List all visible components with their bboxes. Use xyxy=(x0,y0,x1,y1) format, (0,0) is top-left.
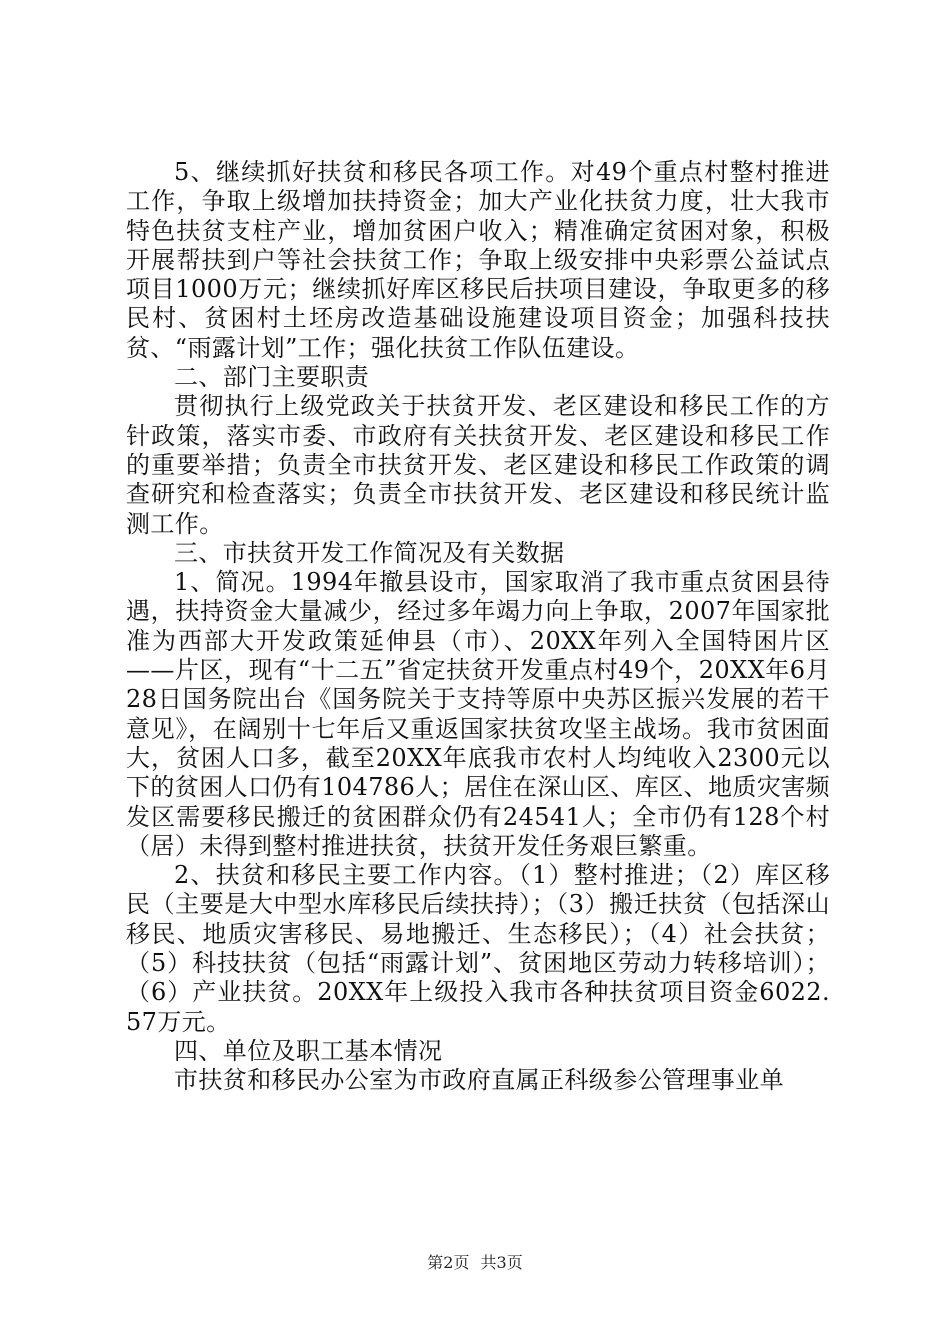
paragraph-main-work: 2、扶贫和移民主要工作内容。（1）整村推进；（2）库区移民（主要是大中型水库移民后续扶持）；（3）搬迁扶贫（包括深山移民、地质灾害移民、易地搬迁、生态移民）；（4）社会扶贫；（5）科技扶贫（包括“雨露计划”、贫困地区劳动力转移培训）；（6）产业扶贫。20XX年上级投入我市各种扶贫项目资金6022.57万元。 xyxy=(126,861,830,1036)
page-total: 共3页 xyxy=(480,1253,523,1272)
paragraph-duties: 贯彻执行上级党政关于扶贫开发、老区建设和移民工作的方针政策，落实市委、市政府有关扶贫开发、老区建设和移民工作的重要举措；负责全市扶贫开发、老区建设和移民工作政策的调查研究和检查落实；负责全市扶贫开发、老区建设和移民统计监测工作。 xyxy=(126,392,830,538)
page-footer xyxy=(0,1253,950,1273)
paragraph-overview: 1、简况。1994年撤县设市，国家取消了我市重点贫困县待遇，扶持资金大量减少，经过多年竭力向上争取，2007年国家批准为西部大开发政策延伸县（市）、20XX年列入全国特困片区——片区，现有“十二五”省定扶贫开发重点村49个，20XX年6月28日国务院出台《国务院关于支持等原中央苏区振兴发展的若干意见》，在阔别十七年后又重返国家扶贫攻坚主战场。我市贫困面大，贫困人口多，截至20XX年底我市农村人均纯收入2300元以下的贫困人口仍有104786人；居住在深山区、库区、地质灾害频发区需要移民搬迁的贫困群众仍有24541人；全市仍有128个村（居）未得到整村推进扶贫，扶贫开发任务艰巨繁重。 xyxy=(126,568,831,860)
section-heading-duties: 二、部门主要职责 xyxy=(174,363,370,392)
paragraph-work-item-5: 5、继续抓好扶贫和移民各项工作。对49个重点村整村推进工作，争取上级增加扶持资金；加大产业化扶贫力度，壮大我市特色扶贫支柱产业，增加贫困户收入；精准确定贫困对象，积极开展帮扶到户等社会扶贫工作；争取上级安排中央彩票公益试点项目1000万元；继续抓好库区移民后扶项目建设，争取更多的移民村、贫困村土坯房改造基础设施建设项目资金；加强科技扶贫、“雨露计划”工作；强化扶贫工作队伍建设。 xyxy=(126,158,830,362)
page-number: 第2页 xyxy=(427,1253,470,1272)
paragraph-staff: 市扶贫和移民办公室为市政府直属正科级参公管理事业单 xyxy=(174,1066,784,1095)
document-body xyxy=(126,158,830,1096)
section-heading-staff: 四、单位及职工基本情况 xyxy=(174,1036,443,1065)
section-heading-overview: 三、市扶贫开发工作简况及有关数据 xyxy=(174,538,565,567)
